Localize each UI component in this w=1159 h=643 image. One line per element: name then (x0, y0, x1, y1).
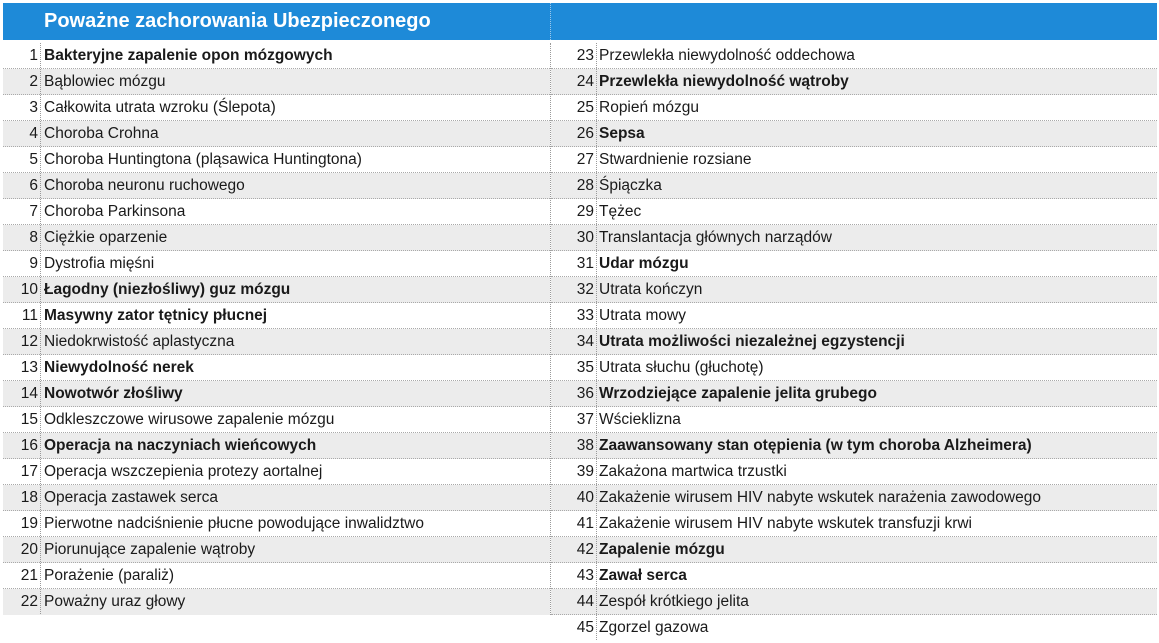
disease-name: Sepsa (599, 125, 645, 142)
disease-name: Ciężkie oparzenie (44, 229, 168, 246)
disease-name: Niedokrwistość aplastyczna (44, 333, 235, 350)
row-number: 22 (20, 593, 38, 610)
row-number: 10 (20, 281, 38, 298)
row-number: 3 (29, 99, 38, 116)
disease-name: Piorunujące zapalenie wątroby (44, 541, 256, 558)
row-number: 11 (21, 307, 38, 324)
cell-divider (596, 303, 597, 328)
cell-divider (596, 225, 597, 250)
disease-name: Pierwotne nadciśnienie płucne powodujące inwalidztwo (44, 515, 424, 532)
table-row (551, 485, 1157, 511)
cell-divider (40, 303, 41, 328)
table-row (3, 381, 550, 407)
table-row (551, 537, 1157, 563)
cell-divider (40, 407, 41, 432)
table-row (551, 615, 1157, 641)
table-row (551, 199, 1157, 225)
disease-name: Ropień mózgu (599, 99, 699, 116)
disease-name: Wrzodziejące zapalenie jelita grubego (599, 385, 877, 402)
disease-table (3, 3, 1157, 636)
table-row (551, 511, 1157, 537)
cell-divider (40, 173, 41, 198)
row-number: 37 (576, 411, 594, 428)
cell-divider (40, 355, 41, 380)
table-row (551, 121, 1157, 147)
disease-name: Poważny uraz głowy (44, 593, 186, 610)
disease-name: Bąblowiec mózgu (44, 73, 166, 90)
row-number: 45 (576, 619, 594, 636)
cell-divider (596, 511, 597, 536)
cell-divider (596, 121, 597, 146)
row-number: 35 (576, 359, 594, 376)
table-row (551, 433, 1157, 459)
row-number: 38 (576, 437, 594, 454)
disease-name: Przewlekła niewydolność oddechowa (599, 47, 855, 64)
row-number: 36 (576, 385, 594, 402)
row-number: 24 (576, 73, 594, 90)
table-row (3, 329, 550, 355)
table-row (3, 121, 550, 147)
row-number: 6 (29, 177, 38, 194)
cell-divider (596, 251, 597, 276)
cell-divider (40, 511, 41, 536)
table-row (551, 95, 1157, 121)
table-row (551, 589, 1157, 615)
row-number: 5 (29, 151, 38, 168)
table-row (3, 303, 550, 329)
cell-divider (40, 563, 41, 588)
row-number: 39 (576, 463, 594, 480)
table-row (551, 355, 1157, 381)
disease-name: Tężec (599, 203, 642, 220)
row-number: 7 (29, 203, 38, 220)
disease-name: Operacja na naczyniach wieńcowych (44, 437, 317, 454)
disease-name: Porażenie (paraliż) (44, 567, 175, 584)
table-row (3, 589, 550, 615)
table-row (3, 277, 550, 303)
disease-name: Wścieklizna (599, 411, 681, 428)
cell-divider (596, 589, 597, 614)
disease-name: Choroba Huntingtona (pląsawica Huntingtona) (44, 151, 362, 168)
table-row (3, 485, 550, 511)
header-divider (550, 3, 552, 40)
table-row (3, 43, 550, 69)
row-number: 15 (20, 411, 38, 428)
row-number: 8 (29, 229, 38, 246)
disease-name: Operacja zastawek serca (44, 489, 219, 506)
disease-name: Zakażona martwica trzustki (599, 463, 787, 480)
disease-name: Zaawansowany stan otępienia (w tym choroba Alzheimera) (599, 437, 1032, 454)
row-number: 1 (29, 47, 38, 64)
table-row (3, 407, 550, 433)
row-number: 34 (576, 333, 594, 350)
cell-divider (596, 355, 597, 380)
cell-divider (40, 459, 41, 484)
table-row (3, 537, 550, 563)
cell-divider (40, 433, 41, 458)
disease-name: Operacja wszczepienia protezy aortalnej (44, 463, 323, 480)
right-column (551, 43, 1157, 641)
table-row (3, 563, 550, 589)
cell-divider (596, 199, 597, 224)
table-row (551, 381, 1157, 407)
row-number: 2 (29, 73, 38, 90)
table-title: Poważne zachorowania Ubezpieczonego (44, 10, 431, 32)
cell-divider (596, 147, 597, 172)
disease-name: Utrata mowy (599, 307, 686, 324)
disease-name: Zawał serca (599, 567, 687, 584)
disease-name: Zakażenie wirusem HIV nabyte wskutek transfuzji krwi (599, 515, 972, 532)
row-number: 12 (20, 333, 38, 350)
disease-name: Zgorzel gazowa (599, 619, 709, 636)
row-number: 40 (576, 489, 594, 506)
disease-name: Przewlekła niewydolność wątroby (599, 73, 849, 90)
disease-name: Choroba Parkinsona (44, 203, 186, 220)
table-row (3, 95, 550, 121)
disease-name: Translantacja głównych narządów (599, 229, 832, 246)
table-row (3, 199, 550, 225)
cell-divider (596, 563, 597, 588)
cell-divider (596, 407, 597, 432)
cell-divider (40, 121, 41, 146)
row-number: 4 (29, 125, 38, 142)
cell-divider (40, 251, 41, 276)
row-number: 27 (576, 151, 594, 168)
row-number: 23 (576, 47, 594, 64)
row-number: 26 (576, 125, 594, 142)
row-number: 43 (576, 567, 594, 584)
disease-name: Nowotwór złośliwy (44, 385, 183, 402)
disease-name: Odkleszczowe wirusowe zapalenie mózgu (44, 411, 335, 428)
disease-name: Udar mózgu (599, 255, 689, 272)
row-number: 32 (576, 281, 594, 298)
cell-divider (596, 615, 597, 640)
table-row (3, 147, 550, 173)
disease-name: Śpiączka (599, 177, 662, 194)
row-number: 33 (576, 307, 594, 324)
table-row (3, 251, 550, 277)
row-number: 42 (576, 541, 594, 558)
row-number: 16 (20, 437, 38, 454)
table-row (551, 43, 1157, 69)
row-number: 31 (576, 255, 594, 272)
disease-name: Utrata możliwości niezależnej egzystencji (599, 333, 905, 350)
disease-name: Utrata słuchu (głuchotę) (599, 359, 764, 376)
cell-divider (40, 485, 41, 510)
row-number: 20 (20, 541, 38, 558)
cell-divider (596, 381, 597, 406)
disease-name: Zespół krótkiego jelita (599, 593, 749, 610)
cell-divider (40, 199, 41, 224)
cell-divider (40, 329, 41, 354)
cell-divider (40, 537, 41, 562)
row-number: 13 (20, 359, 38, 376)
table-row (551, 459, 1157, 485)
table-row (3, 355, 550, 381)
row-number: 14 (20, 385, 38, 402)
table-row (551, 303, 1157, 329)
cell-divider (40, 147, 41, 172)
row-number: 28 (576, 177, 594, 194)
cell-divider (40, 277, 41, 302)
cell-divider (596, 277, 597, 302)
disease-name: Niewydolność nerek (44, 359, 194, 376)
disease-name: Zakażenie wirusem HIV nabyte wskutek narażenia zawodowego (599, 489, 1041, 506)
table-row (551, 173, 1157, 199)
cell-divider (596, 433, 597, 458)
disease-name: Całkowita utrata wzroku (Ślepota) (44, 99, 276, 116)
disease-name: Utrata kończyn (599, 281, 703, 298)
table-row (3, 225, 550, 251)
cell-divider (596, 95, 597, 120)
table-row (3, 173, 550, 199)
row-number: 19 (20, 515, 38, 532)
table-header (3, 3, 1157, 40)
cell-divider (40, 95, 41, 120)
disease-name: Zapalenie mózgu (599, 541, 725, 558)
cell-divider (40, 381, 41, 406)
disease-name: Choroba neuronu ruchowego (44, 177, 245, 194)
table-row (551, 69, 1157, 95)
disease-name: Choroba Crohna (44, 125, 159, 142)
row-number: 25 (576, 99, 594, 116)
cell-divider (40, 589, 41, 614)
cell-divider (40, 69, 41, 94)
table-row (3, 69, 550, 95)
table-row (551, 225, 1157, 251)
cell-divider (596, 173, 597, 198)
disease-name: Łagodny (niezłośliwy) guz mózgu (44, 281, 291, 298)
table-body (3, 43, 1157, 643)
cell-divider (596, 43, 597, 68)
table-row (3, 433, 550, 459)
disease-name: Masywny zator tętnicy płucnej (44, 307, 268, 324)
left-column (3, 43, 551, 615)
cell-divider (40, 225, 41, 250)
table-row (551, 563, 1157, 589)
table-row (551, 251, 1157, 277)
row-number: 21 (20, 567, 38, 584)
row-number: 17 (20, 463, 38, 480)
row-number: 41 (576, 515, 594, 532)
cell-divider (596, 459, 597, 484)
disease-name: Stwardnienie rozsiane (599, 151, 752, 168)
cell-divider (596, 537, 597, 562)
cell-divider (596, 329, 597, 354)
cell-divider (40, 43, 41, 68)
table-row (551, 147, 1157, 173)
cell-divider (596, 69, 597, 94)
table-row (551, 277, 1157, 303)
row-number: 30 (576, 229, 594, 246)
row-number: 44 (576, 593, 594, 610)
row-number: 9 (29, 255, 38, 272)
table-row (551, 407, 1157, 433)
table-row (3, 459, 550, 485)
table-row (551, 329, 1157, 355)
row-number: 18 (20, 489, 38, 506)
row-number: 29 (576, 203, 594, 220)
disease-name: Bakteryjne zapalenie opon mózgowych (44, 47, 333, 64)
table-row (3, 511, 550, 537)
disease-name: Dystrofia mięśni (44, 255, 155, 272)
cell-divider (596, 485, 597, 510)
